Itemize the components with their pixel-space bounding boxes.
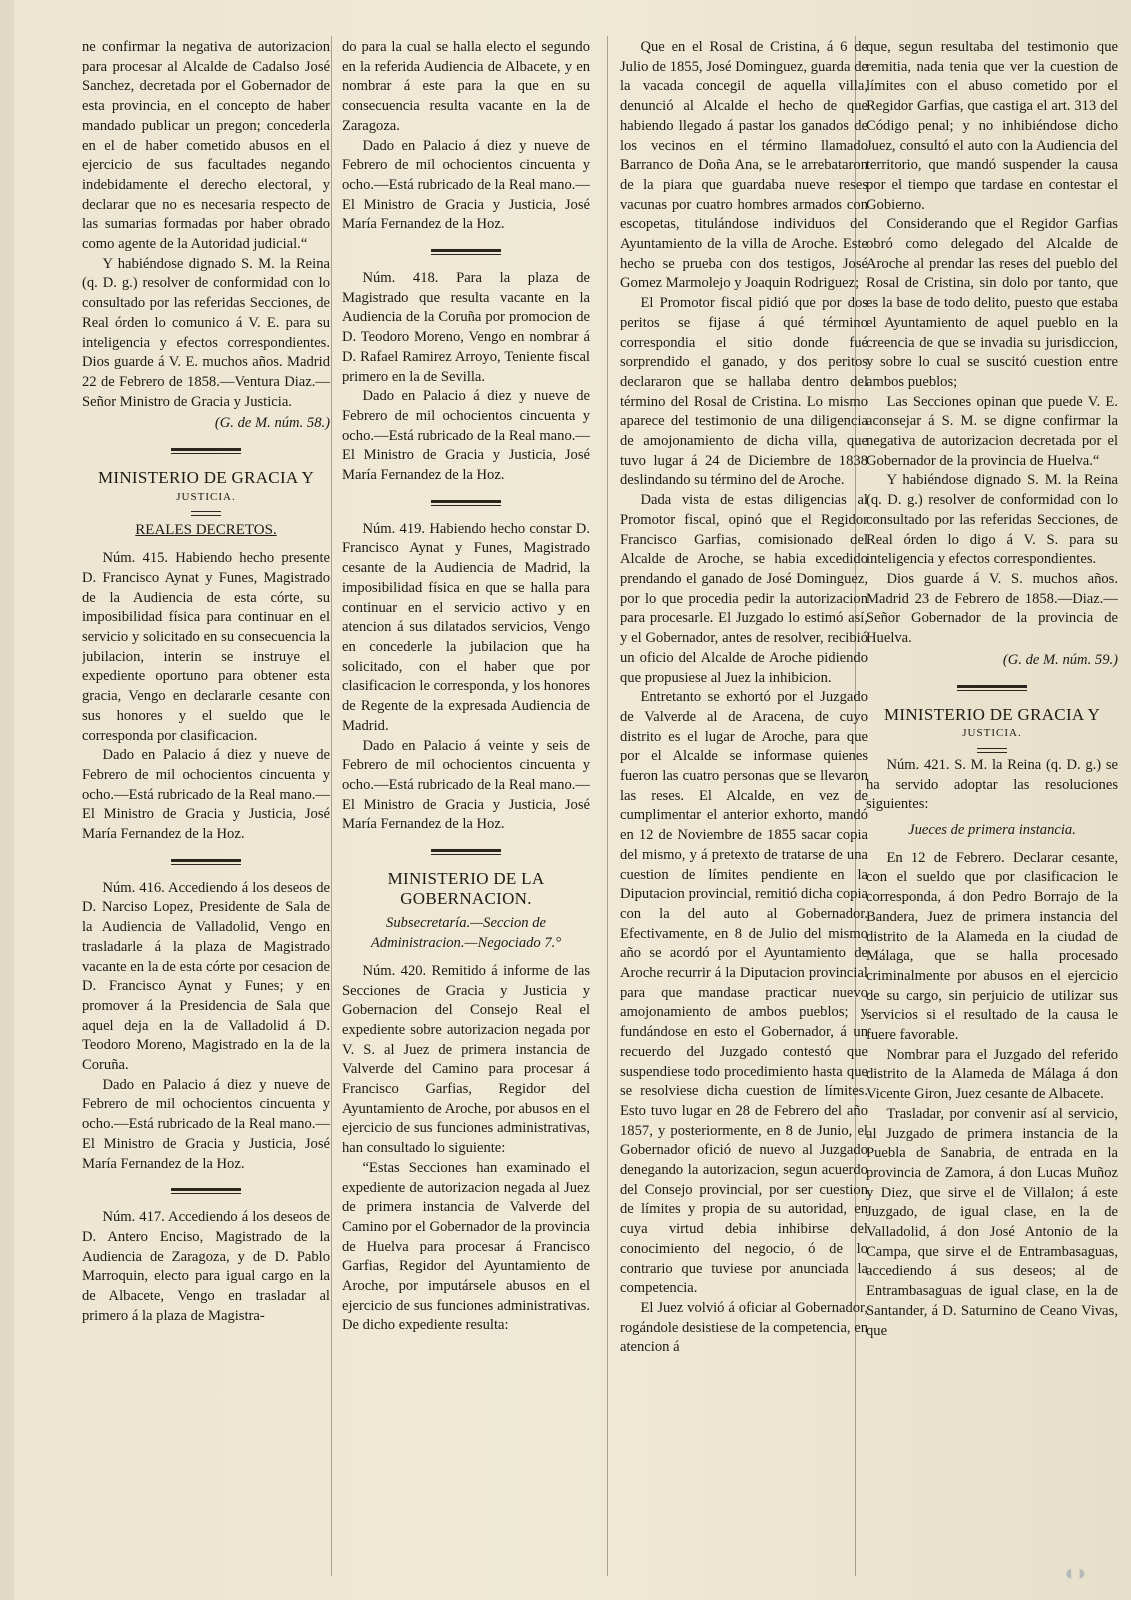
column-4 — [866, 38, 1118, 1594]
paragraph: Núm. 417. Accediendo á los deseos de D. Antero Enciso, Magistrado de la Audiencia de Zaragoza, y de D. Pablo Marroquin, electo para igual cargo en la de Albacete, Vengo en trasladar al primero á la plaza de Magistra- — [82, 1209, 330, 1324]
paragraph: Núm. 419. Habiendo hecho constar D. Francisco Aynat y Funes, Magistrado cesante de la Audiencia de Madrid, la imposibilidad física en que se halla para continuar en el servicio activo y en atencion á sus dilatados servicios, Vengo en concederle la jubilacion que ha solicitado, con el haber que por clasificacion le corresponda, y los honores de Regente de la expresada Audiencia de Madrid. — [342, 520, 590, 734]
paragraph: Núm. 421. S. M. la Reina (q. D. g.) se ha servido adoptar las resoluciones siguientes: — [866, 756, 1118, 813]
ministry-heading: MINISTERIO DE LA GOBERNACION. — [387, 869, 545, 908]
paragraph: Las Secciones opinan que puede V. E. aconsejar á S. M. se digne confirmar la negativa de autorizacion decretada por el Gobernador de la provincia de Huelva.“ — [866, 393, 1118, 469]
paragraph: El Juez volvió á oficiar al Gobernador, rogándole desistiese de la competencia, en atencion á — [620, 1300, 868, 1356]
column-2 — [342, 38, 590, 1594]
paragraph: Que en el Rosal de Cristina, á 6 de Julio de 1855, José Dominguez, guarda de la vacada concegil de aquella villa, denunció al Alcalde el hecho de que habiendo llegado á pastar los ganados de los vecinos en el término llamado Barranco de Doña Ana, se le arrebataron de la piara que guardaba nueve reses vacunas por cuatro hombres armados con escopetas, titulándose individuos del Ayuntamiento de la villa de Aroche. Este hecho se prueba con dos testigos, José Gomez Marmolejo y Joaquin Rodriguez; — [620, 39, 868, 292]
paragraph: Dada vista de estas diligencias al Promotor fiscal, opinó que el Regidor Francisco Garfias, comisionado del Alcalde de Aroche, se habia excedido prendando el ganado de José Dominguez, por lo que procedia pedir la autorizacion para procesarle. El Juzgado lo estimó así, y el Gobernador, antes de resolver, recibió un oficio del Alcalde de Aroche pidiendo que propusiese al Juez la inhibicion. — [620, 492, 868, 686]
paragraph: Y habiéndose dignado S. M. la Reina (q. D. g.) resolver de conformidad con lo consultado por las referidas Secciones, de Real órden lo digo á V. S. para su inteligencia y efectos correspondientes. — [866, 472, 1118, 568]
source-citation: (G. de M. núm. 59.) — [1002, 651, 1118, 668]
section-separator — [82, 444, 330, 458]
subsection-heading: Jueces de primera instancia. — [908, 822, 1076, 839]
paragraph: do para la cual se halla electo el segundo en la referida Audiencia de Albacete, y en nombrar á este para la que en su consecuencia resulta vacante en la de Zaragoza. — [342, 39, 590, 134]
paragraph: Núm. 415. Habiendo hecho presente D. Francisco Aynat y Funes, Magistrado de la Audiencia de esta córte, su imposibilidad física para continuar en el servicio y solicitado en su consecuencia la jubilacion, interin se instruye el expediente oportuno para obtener esta gracia, Vengo en declararle cesante con sus honores y el sueldo que le corresponda por clasificacion. — [82, 550, 330, 744]
paragraph: Nombrar para el Juzgado del referido distrito de la Alameda de Málaga á don Vicente Giron, Juez cesante de Albacete. — [866, 1046, 1118, 1103]
column-3 — [620, 38, 868, 1594]
paragraph: ne confirmar la negativa de autorizacion para procesar al Alcalde de Cadalso José Sanchez, decretada por el Gobernador de esta provincia, en el concepto de haber mandado publicar un pregon; concederla en el de haber cometido abusos en el ejercicio de sus facultades negando indebidamente el derecho electoral, y declarar que no es necesaria respecto de las sumarias formadas por haber obrado como agente de la Autoridad judicial.“ — [82, 39, 330, 253]
paragraph: Dado en Palacio á diez y nueve de Febrero de mil ochocientos cincuenta y ocho.—Está rubricado de la Real mano.—El Ministro de Gracia y Justicia, José María Fernandez de la Hoz. — [82, 747, 330, 843]
paragraph: Dado en Palacio á diez y nueve de Febrero de mil ochocientos cincuenta y ocho.—Está rubricado de la Real mano.—El Ministro de Gracia y Justicia, José María Fernandez de la Hoz. — [342, 388, 590, 484]
column-rule — [331, 36, 332, 1576]
source-citation: (G. de M. núm. 58.) — [214, 415, 330, 432]
ministry-heading: MINISTERIO DE GRACIA Y — [883, 704, 1101, 724]
section-separator — [342, 245, 590, 259]
page-edge-shadow — [0, 0, 14, 1600]
subsection-heading: Subsecretaría.—Seccion de Administracion.—Negociado 7.° — [370, 915, 562, 952]
double-rule — [82, 509, 330, 517]
library-watermark-icon: ◖◗ — [1062, 1560, 1089, 1585]
paragraph: Considerando que el Regidor Garfias obró como delegado del Alcalde de Aroche al prendar las reses del pueblo del Rosal de Cristina, sin dolo por tanto, que es la base de todo delito, puesto que estaba el Ayuntamiento de aquel pueblo en la creencia de que se invadia su jurisdiccion, y sobre lo cual se suscitó cuestion entre ambos pueblos; — [866, 216, 1118, 390]
paragraph: En 12 de Febrero. Declarar cesante, con el sueldo que por clasificacion le corresponda, á don Pedro Borrajo de la Bandera, Juez de primera instancia del distrito de la Alameda en la ciudad de Málaga, que se halla procesado criminalmente por abusos en el ejercicio de su cargo, sin perjuicio de utilizar sus servicios si el resultado de la causa le fuere favorable. — [866, 849, 1118, 1044]
section-separator — [342, 496, 590, 510]
paragraph: que, segun resultaba del testimonio que remitia, nada tenia que ver la cuestion de límites con el abuso cometido por el Regidor Garfias, que castiga el art. 313 del Código penal; y no inhibiéndose dicho Juez, consultó el auto con la Audiencia del territorio, que mandó suspender la causa por el tiempo que tardase en contestar el Gobierno. — [866, 39, 1118, 213]
paragraph: Núm. 418. Para la plaza de Magistrado que resulta vacante en la Audiencia de la Coruña por promocion de D. Teodoro Moreno, Vengo en nombrar á D. Rafael Ramirez Arroyo, Teniente fiscal primero en la de Sevilla. — [342, 270, 590, 385]
ministry-subheading: JUSTICIA. — [962, 727, 1022, 740]
section-separator — [866, 681, 1118, 695]
section-separator — [82, 855, 330, 869]
column-1 — [82, 38, 330, 1594]
paragraph: Dado en Palacio á diez y nueve de Febrero de mil ochocientos cincuenta y ocho.—Está rubricado de la Real mano.—El Ministro de Gracia y Justicia, José María Fernandez de la Hoz. — [82, 1076, 330, 1172]
paragraph: Trasladar, por convenir así al servicio, al Juzgado de primera instancia de la Puebla de Sanabria, de entrada en la provincia de Zamora, á don Lucas Muñoz y Diez, que sirve el de Villalon; á este Juzgado, de igual clase, en la de Valladolid, á don José Antonio de la Campa, que sirve el de Entrambasaguas, accediendo á sus deseos; al de Entrambasaguas de igual clase, en la de Santander, á D. Saturnino de Ceano Vivas, que — [866, 1105, 1118, 1339]
paragraph: El Promotor fiscal pidió que por dos peritos se fijase á qué término correspondia el sitio donde fué sorprendido el ganado, y dos peritos declararon que se hallaba dentro del término del Rosal de Cristina. Lo mismo aparece del testimonio de una diligencia de amojonamiento de dicha villa, que tuvo lugar á 24 de Diciembre de 1838 deslindando su término del de Aroche. — [620, 295, 868, 489]
paragraph: “Estas Secciones han examinado el expediente de autorizacion negada al Juez de primera instancia de Valverde del Camino por el Gobernador de la provincia de Huelva para procesar á Francisco Garfias, Regidor del Ayuntamiento de Aroche, por imputársele abusos en el ejercicio de sus funciones administrativas. De dicho expediente resulta: — [342, 1159, 590, 1334]
ministry-subheading: JUSTICIA. — [176, 490, 236, 503]
paragraph: Dado en Palacio á diez y nueve de Febrero de mil ochocientos cincuenta y ocho.—Está rubricado de la Real mano.—El Ministro de Gracia y Justicia, José María Fernandez de la Hoz. — [342, 137, 590, 233]
paragraph: Núm. 420. Remitido á informe de las Secciones de Gracia y Justicia y Gobernacion del Consejo Real el expediente sobre autorizacion negada por V. S. al Juez de primera instancia de Valverde del Camino para procesar á Francisco Garfias, Regidor del Ayuntamiento de Aroche, por abusos en el ejercicio de sus funciones administrativas, han consultado lo siguiente: — [342, 962, 590, 1157]
paragraph: Entretanto se exhortó por el Juzgado de Valverde al de Aracena, de cuyo distrito es el lugar de Aroche, para que por el Alcalde se informase quienes fueron las cuatro personas que se llevaron las reses. El Alcalde, en vez de cumplimentar el anterior exhorto, mandó en 12 de Noviembre de 1855 sacar copia del mismo, y á pretexto de tratarse de una cuestion de límites pendiente en la Diputacion provincial, remitió dicha copia con la del auto al Gobernador. Efectivamente, en 8 de Julio del mismo año se acordó por el Ayuntamiento de Aroche recurrir á la Diputacion provincial para que mandase practicar nuevo amojonamiento de ambos pueblos; y fundándose en esto el Gobernador, á un recuerdo del Juzgado contestó que suspendiese todo procedimiento hasta que se resolviese dicha cuestion de límites. Esto tuvo lugar en 28 de Febrero del año 1857, y posteriormente, en 8 de Junio, el Gobernador ofició de nuevo al Juzgado denegando la autorizacion, segun acuerdo del Consejo provincial, por ser cuestion de límites y propia de su autoridad, en cuya virtud debia inhibirse del conocimiento del negocio, ó de lo contrario que tuviese por anunciada la competencia. — [620, 689, 868, 1297]
section-separator — [82, 1184, 330, 1198]
double-rule — [866, 746, 1118, 754]
column-rule — [607, 36, 608, 1576]
section-heading: REALES DECRETOS. — [135, 522, 277, 539]
paragraph: Dado en Palacio á veinte y seis de Febrero de mil ochocientos cincuenta y ocho.—Está rubricado de la Real mano.—El Ministro de Gracia y Justicia, José María Fernandez de la Hoz. — [342, 737, 590, 833]
paragraph: Dios guarde á V. S. muchos años. Madrid 23 de Febrero de 1858.—Diaz.—Señor Gobernador de la provincia de Huelva. — [866, 570, 1118, 647]
ministry-heading: MINISTERIO DE GRACIA Y — [97, 468, 315, 488]
paragraph: Núm. 416. Accediendo á los deseos de D. Narciso Lopez, Presidente de Sala de la Audiencia de Valladolid, Vengo en trasladarle á la plaza de Magistrado vacante en la de esta córte por cesacion de D. Francisco Aynat y Funes; y en promover á la Presidencia de Sala que aquel deja en la de Valladolid á D. Teodoro Moreno, Magistrado en la de la Coruña. — [82, 879, 330, 1074]
section-separator — [342, 845, 590, 859]
paragraph: Y habiéndose dignado S. M. la Reina (q. D. g.) resolver de conformidad con lo consultado por las referidas Secciones, de Real órden lo comunico á V. E. para su inteligencia y efectos correspondientes. Dios guarde á V. E. muchos años. Madrid 22 de Febrero de 1858.—Ventura Diaz.—Señor Ministro de Gracia y Justicia. — [82, 255, 330, 410]
